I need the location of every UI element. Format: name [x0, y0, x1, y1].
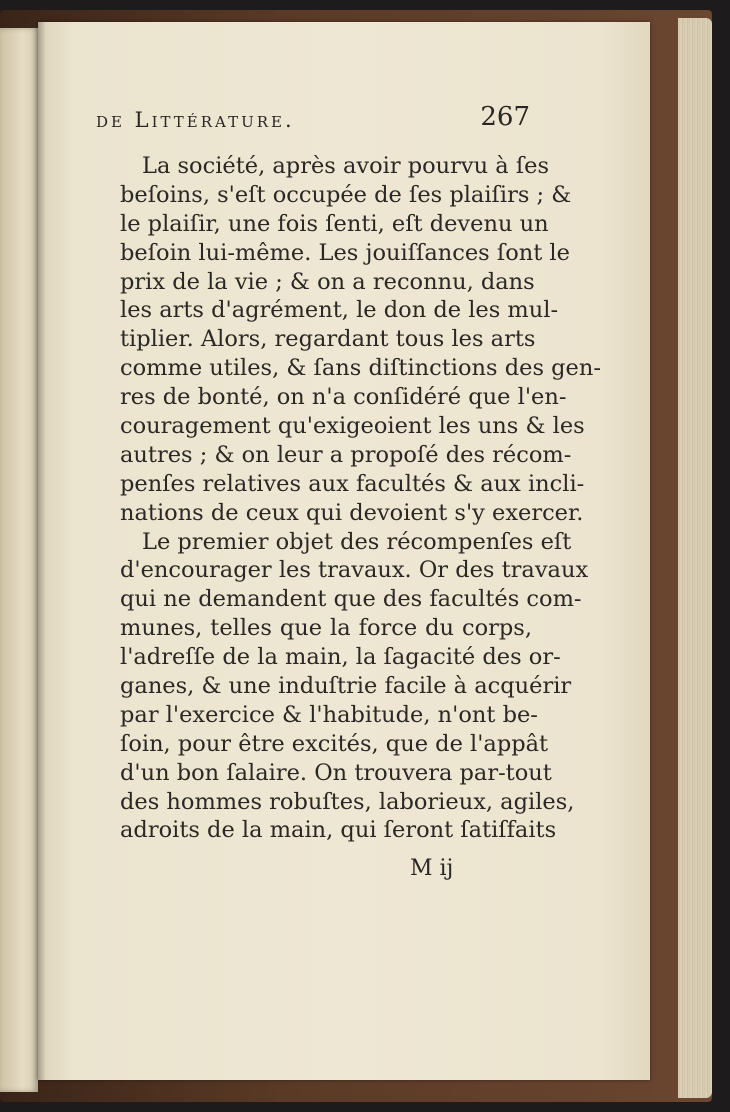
page-edges: [678, 18, 712, 1098]
text-line: le plaiſir, une fois ſenti, eſt devenu un: [120, 210, 549, 237]
text-line: couragement qu'exigeoient les uns & les: [120, 413, 585, 440]
text-line: adroits de la main, qui ſeront ſatiſfaits: [120, 817, 557, 844]
text-line: beſoin lui-même. Les jouiſſances ſont le: [120, 239, 570, 266]
text-line: prix de la vie ; & on a reconnu, dans: [120, 268, 535, 295]
text-line: La société, après avoir pourvu à ſes: [142, 153, 550, 179]
text-line: d'encourager les travaux. Or des travaux: [120, 557, 589, 584]
page-number: 267: [480, 102, 530, 132]
text-line: l'adreſſe de la main, la ſagacité des or-: [120, 644, 561, 671]
text-line: d'un bon ſalaire. On trouvera par-tout: [120, 759, 552, 786]
text-line: ſoin, pour être excités, que de l'appât: [120, 730, 549, 757]
text-line: autres ; & on leur a propoſé des récom-: [120, 441, 572, 468]
left-page-edge: [0, 28, 38, 1092]
signature-mark: M ij: [410, 856, 454, 881]
text-line: tiplier. Alors, regardant tous les arts: [120, 326, 536, 353]
text-line: munes, telles que la force du corps,: [120, 615, 532, 642]
text-line: comme utiles, & ſans diſtinctions des gen-: [120, 355, 601, 382]
text-line: nations de ceux qui devoient s'y exercer.: [120, 499, 584, 526]
text-line: Le premier objet des récompenſes eſt: [142, 528, 572, 555]
text-line: beſoins, s'eſt occupée de ſes plaiſirs ; &: [120, 181, 572, 208]
text-line: penſes relatives aux facultés & aux incli-: [120, 470, 585, 497]
text-line: qui ne demandent que des facultés com-: [120, 586, 582, 613]
text-line: ganes, & une induſtrie facile à acquérir: [120, 673, 572, 700]
text-line: par l'exercice & l'habitude, n'ont be-: [120, 701, 538, 728]
running-head: de Littérature.: [96, 108, 295, 132]
text-line: les arts d'agrément, le don de les mul-: [120, 297, 559, 324]
text-line: res de bonté, on n'a conſidéré que l'en-: [120, 384, 567, 411]
page-header: [96, 102, 532, 138]
text-line: des hommes robuſtes, laborieux, agiles,: [120, 788, 575, 815]
body-text: [120, 152, 601, 845]
